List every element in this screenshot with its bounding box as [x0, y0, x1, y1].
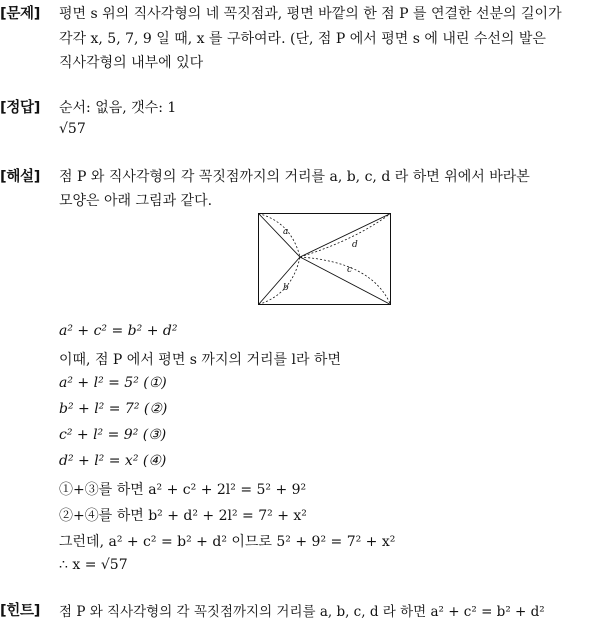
figure-label-c: c	[347, 265, 353, 275]
hint-line-1: 점 P 와 직사각형의 각 꼭짓점까지의 거리를 a, b, c, d 라 하면 a² + c² = b² + d²	[59, 604, 545, 620]
answer-value: √57	[59, 121, 86, 137]
eq-8: 그런데, a² + c² = b² + d² 이므로 5² + 9² = 7² + x²	[59, 534, 396, 550]
eq-3: b² + l² = 7² (②)	[59, 401, 168, 417]
hint-tag: [힌트]	[0, 603, 41, 619]
dashed-arcs	[259, 214, 391, 305]
segment-b	[259, 257, 301, 305]
explanation-text-1: 이때, 점 P 에서 평면 s 까지의 거리를 l라 하면	[59, 352, 341, 368]
segment-d	[300, 214, 391, 258]
eq-7: ②+④를 하면 b² + d² + 2l² = 7² + x²	[59, 508, 307, 524]
rectangle-figure	[257, 212, 392, 306]
problem-line-2: 각각 x, 5, 7, 9 일 때, x 를 구하여라. (단, 점 P 에서 평면 s 에 내린 수선의 발은	[59, 31, 546, 47]
problem-tag: [문제]	[0, 6, 41, 22]
rectangle-outline	[259, 214, 391, 305]
explanation-line-2: 모양은 아래 그림과 같다.	[59, 193, 213, 209]
figure-label-a: a	[283, 227, 289, 237]
problem-line-3: 직사각형의 내부에 있다	[59, 55, 204, 71]
eq-1: a² + c² = b² + d²	[59, 323, 178, 339]
eq-4: c² + l² = 9² (③)	[59, 427, 167, 443]
answer-tag: [정답]	[0, 100, 41, 116]
eq-9: ∴ x = √57	[59, 557, 128, 573]
figure-label-d: d	[352, 240, 358, 250]
answer-line-1: 순서: 없음, 갯수: 1	[59, 100, 177, 116]
problem-line-1: 평면 s 위의 직사각형의 네 꼭짓점과, 평면 바깥의 한 점 P 를 연결한 선분의 길이가	[59, 6, 562, 22]
segments	[259, 214, 391, 305]
explanation-line-1: 점 P 와 직사각형의 각 꼭짓점까지의 거리를 a, b, c, d 라 하면 위에서 바라본	[59, 169, 530, 185]
eq-5: d² + l² = x² (④)	[59, 453, 167, 469]
eq-2: a² + l² = 5² (①)	[59, 375, 167, 391]
segment-c	[300, 257, 391, 305]
eq-6: ①+③를 하면 a² + c² + 2l² = 5² + 9²	[59, 482, 307, 498]
figure-label-b: b	[283, 283, 289, 293]
segment-a	[259, 214, 301, 258]
explanation-tag: [해설]	[0, 169, 41, 185]
